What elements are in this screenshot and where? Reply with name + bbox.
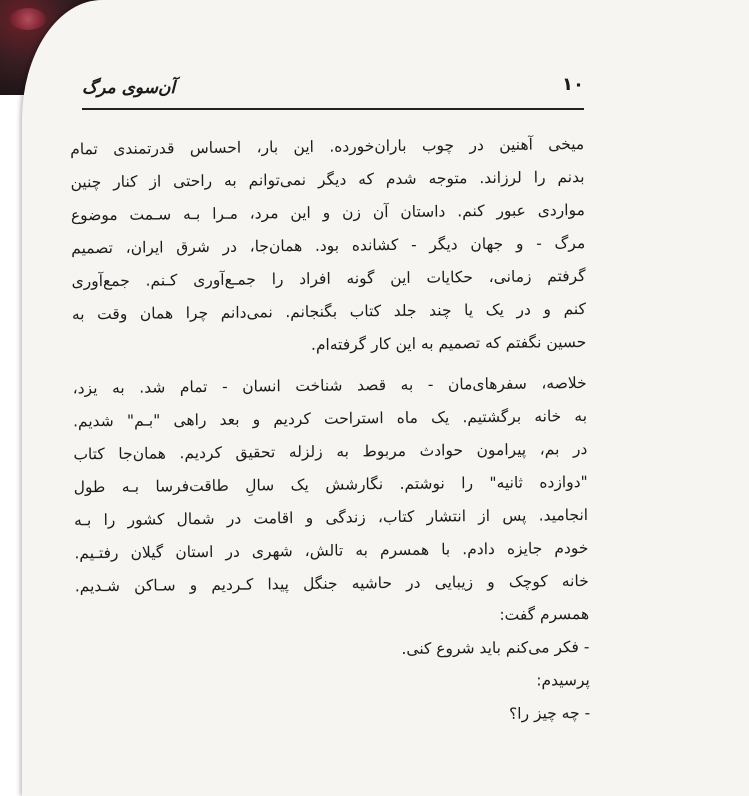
paragraph-1 (70, 128, 586, 364)
text-line: در بم، پیرامون حوادث مربوط به زلزله تحقیق کردیم. همان‌جا کتاب (73, 439, 588, 464)
book-page (22, 0, 749, 796)
text-line: خانه کوچک و زیبایی در حاشیه جنگل پیدا کـردیم و سـاکن شـدیم. (74, 571, 589, 596)
text-line: کنم و در یک یا چند جلد کتاب بگنجانم. نمی‌دانم چرا همان وقت به (71, 299, 586, 324)
page-header (82, 68, 584, 110)
text-line: میخی آهنین در چوب باران‌خورده. این بار، احساس قدرتمندی تمام (70, 134, 585, 159)
running-title: آن‌سوی مرگ (82, 78, 176, 98)
text-line: بدنم را لرزاند. متوجه شدم که دیگر نمی‌توانم به راحتی از کنار چنین (70, 167, 585, 192)
text-line: مواردی عبور کنم. داستان آن زن و این مرد، مـرا بـه سـمت موضوع (70, 200, 585, 225)
text-line: "دوازده ثانیه" را نوشتم. نگارشش یک سالِ طاقت‌فرسا بـه طول (73, 472, 588, 497)
dialogue-line: پرسیدم: (536, 670, 590, 690)
dialogue (75, 631, 590, 735)
page-number: ۱۰ (562, 74, 584, 95)
text-line: گرفتم زمانی، حکایات این گونه افراد را جمـع‌آوری کـنم. جمع‌آوری (71, 266, 586, 291)
text-line: انجامید. پس از انتشار کتاب، زندگی و اقامت در شمال کشور را بـه (73, 505, 589, 530)
page-body (70, 128, 590, 735)
text-line: خودم جایزه دادم. با همسرم به تالش، شهری در استان گیلان رفتـیم. (74, 538, 589, 563)
paragraph-2 (73, 367, 590, 636)
text-line: حسین نگفتم که تصمیم به این کار گرفته‌ام. (310, 332, 587, 354)
text-line: مرگ - و جهان دیگر - کشانده بود. همان‌جا، در شرق ایران، تصمیم (71, 233, 586, 258)
text-line: خلاصه، سفرهای‌مان - به قصد شناخت انسان - تمام شد. به یزد، (72, 373, 587, 398)
text-line: همسرم گفت: (499, 604, 590, 624)
dialogue-line: - فکر می‌کنم باید شروع کنی. (401, 637, 590, 658)
text-line: به خانه برگشتیم. یک ماه استراحت کردیم و بعد راهی "بـم" شدیم. (72, 406, 588, 431)
dialogue-line: - چه چیز را؟ (508, 703, 591, 723)
